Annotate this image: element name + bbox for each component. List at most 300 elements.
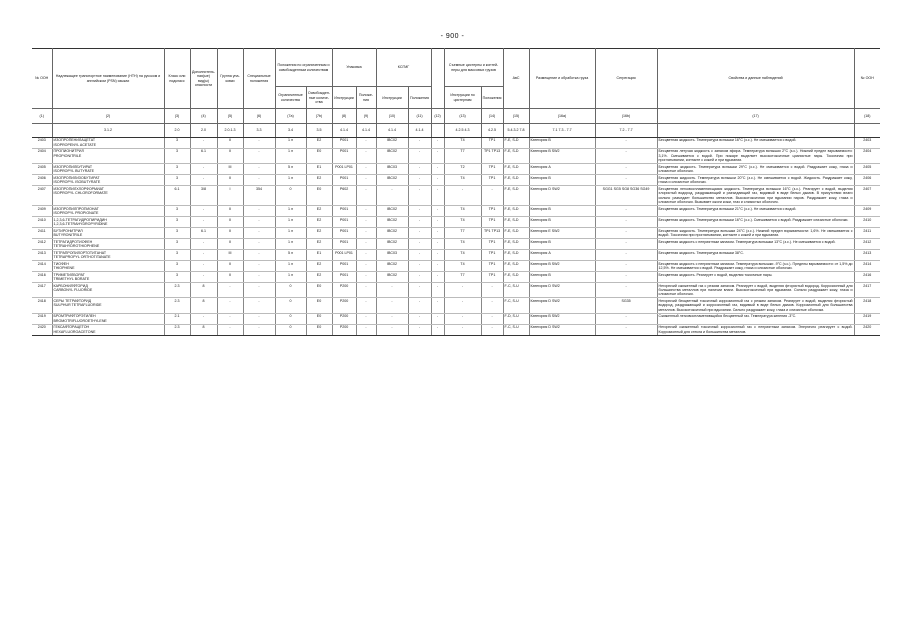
properties-cell: Негорючий бесцветный токсичный коррозионный газ с резким запахом. Реагирует с водой, выделяя фтористый водород, раздражающий и коррозионный газ, видимый в виде белых дымов. Коррозионный для большинства металлов. Высокотоксичный при вдыхании. Сильно раздражает кожу, глаза и слизистые оболочки. xyxy=(658,298,853,312)
header-ibc: КСГМГ xyxy=(376,49,431,87)
un-cell: 2409 xyxy=(32,205,52,216)
column-reference xyxy=(32,123,52,137)
segregation-cell: - xyxy=(595,175,657,186)
column-reference: 4.2.5 xyxy=(481,123,503,137)
name-en: CARBONYL FLUORIDE xyxy=(53,287,93,292)
name-cell xyxy=(52,324,164,335)
un-cell: 2420 xyxy=(32,324,52,335)
tank-instruction-cell: - xyxy=(444,324,481,335)
segregation-cell: - xyxy=(595,137,657,148)
col-12-cell: - xyxy=(431,186,444,206)
un-end-cell: 2409 xyxy=(854,205,880,216)
properties-cell: Бесцветная летучая жидкость с запахом эфира. Температура вспышки 2°C (з.с.). Нижний предел взрываемости: 3,1%. Смешивается с водой. При пожаре выделяет высокотоксичные цианистые пары. Токсичная при проглатывании, контакте с кожей и при вдыхании. xyxy=(658,149,853,163)
name-en: SULPHUR TETRAFLUORIDE xyxy=(53,303,102,308)
table-row xyxy=(32,249,880,260)
special-provisions-cell: - xyxy=(243,164,275,175)
ems-cell: F-E, S-D xyxy=(503,148,529,163)
packing-instruction-cell: P001 xyxy=(332,271,356,282)
table-row xyxy=(32,205,880,216)
name-cell xyxy=(52,216,164,227)
col-12-cell: - xyxy=(431,137,444,148)
table-row xyxy=(32,260,880,271)
tank-provision-cell: - xyxy=(481,298,503,313)
segregation-cell: - xyxy=(595,324,657,335)
un-cell: 2406 xyxy=(32,175,52,186)
ibc-instruction-cell: IBC03 xyxy=(376,249,408,260)
column-number: (2) xyxy=(52,109,164,123)
properties-cell: Бесцветная жидкость. Температура вспышки 24°C (з.с.). Нижний предел взрываемости: 1,6%. Не смешивается с водой. Токсичная при проглатывании, контакте с кожей и при вдыхании. xyxy=(658,228,853,237)
ibc-provision-cell: - xyxy=(408,238,431,249)
packing-instruction-cell: P001 xyxy=(332,175,356,186)
packing-provision-cell: - xyxy=(356,313,376,324)
col-12-cell: - xyxy=(431,260,444,271)
excepted-quantity-cell: E0 xyxy=(306,313,332,324)
column-reference: 7.1 7.3 - 7.7 xyxy=(529,123,595,137)
column-number: (10) xyxy=(376,109,408,123)
packing-instruction-cell: P001 xyxy=(332,227,356,238)
table-row xyxy=(32,298,880,313)
packing-instruction-cell: P001 xyxy=(332,260,356,271)
stowage-cell: Категория B xyxy=(529,205,595,216)
packing-provision-cell: - xyxy=(356,137,376,148)
name-en: TRIMETHYL BORATE xyxy=(53,276,90,281)
packing-provision-cell: - xyxy=(356,271,376,282)
name-ru: ТЕТРАГИДРОТИОФЕН xyxy=(53,239,93,244)
tank-instruction-cell: - xyxy=(444,282,481,297)
name-cell xyxy=(52,148,164,163)
properties-cell: Бесцветная жидкость. Температура вспышки 38°C. xyxy=(657,249,854,260)
col-12-cell: - xyxy=(431,282,444,297)
subsidiary-hazard-cell: 6.1 xyxy=(190,148,217,163)
special-provisions-cell: - xyxy=(243,282,275,297)
name-ru: ПРОПИОНИТРИЛ xyxy=(53,149,84,154)
subsidiary-hazard-cell: 8 xyxy=(190,298,217,313)
header-ibc-instructions: Инструкции xyxy=(376,87,408,109)
dangerous-goods-list-table xyxy=(32,48,880,336)
tank-provision-cell: TP1 xyxy=(481,216,503,227)
special-provisions-cell: - xyxy=(243,175,275,186)
class-cell: 2.3 xyxy=(164,324,190,335)
ibc-instruction-cell: - xyxy=(376,298,408,313)
tank-provision-cell: TP1 TP13 xyxy=(481,148,503,163)
packing-provision-cell: - xyxy=(356,260,376,271)
packing-provision-cell: - xyxy=(356,227,376,238)
packing-provision-cell: - xyxy=(356,282,376,297)
un-cell: 2413 xyxy=(32,249,52,260)
ems-cell: F-E, S-D xyxy=(503,164,529,175)
limited-quantity-cell: 1 л xyxy=(275,148,306,163)
un-end-cell: 2417 xyxy=(854,282,880,297)
column-number: (11) xyxy=(408,109,431,123)
packing-instruction-cell: P001 xyxy=(332,205,356,216)
header-ibc-provisions: Положения xyxy=(408,87,431,109)
packing-instruction-cell: P200 xyxy=(332,313,356,324)
stowage-cell: Категория B SW2 xyxy=(529,313,595,324)
limited-quantity-cell: 5 л xyxy=(275,164,306,175)
name-en: ISOPROPYL CHLOROFORMATE xyxy=(53,191,108,196)
col-12-cell: - xyxy=(431,271,444,282)
header-packing-group: Группа упаковки xyxy=(217,49,243,109)
packing-instruction-cell: P001 xyxy=(332,216,356,227)
ibc-instruction-cell: - xyxy=(376,186,408,206)
excepted-quantity-cell: E1 xyxy=(306,249,332,260)
ems-cell: F-E, S-D xyxy=(503,186,529,206)
properties-cell: Бесцветная легковоспламеняющаяся жидкость. Температура вспышки 16°C (з.с.). Реагирует с водой, выделяя хлористый водород, раздражающий и разъедающий газ, видимый в виде белых дымов. В присутствии влаги сильно разъедает большинство металлов. Высокотоксичная при вдыхании паров. Раздражает кожу, глаза и слизистые оболочки. Вызывает ожоги кожи, глаз и слизистых оболочек. xyxy=(658,186,853,204)
subsidiary-hazard-cell: - xyxy=(190,238,217,249)
packing-group-cell: III xyxy=(217,164,243,175)
special-provisions-cell: - xyxy=(243,137,275,148)
name-en: TETRAHYDROTHIOPHENE xyxy=(53,243,100,248)
name-cell xyxy=(52,186,164,206)
column-number: (9) xyxy=(356,109,376,123)
header-ems: АвС xyxy=(503,49,529,109)
segregation-cell: - xyxy=(595,205,657,216)
name-en: TETRAPROPYL ORTHOTITANATE xyxy=(53,254,111,259)
packing-instruction-cell: P001 LP01 xyxy=(332,249,356,260)
ems-cell: F-E, S-D xyxy=(503,175,529,186)
excepted-quantity-cell: E2 xyxy=(306,205,332,216)
special-provisions-cell: - xyxy=(243,238,275,249)
name-ru: ИЗОПРОПИЛХЛОРФОРМИАТ xyxy=(53,186,104,191)
packing-provision-cell: - xyxy=(356,205,376,216)
stowage-cell: Категория D SW2 xyxy=(529,282,595,297)
tank-instruction-cell: T2 xyxy=(444,164,481,175)
col-12-cell: - xyxy=(431,148,444,163)
tank-instruction-cell: T7 xyxy=(444,148,481,163)
table-row xyxy=(32,227,880,238)
subsidiary-hazard-cell: - xyxy=(190,249,217,260)
table-row xyxy=(32,238,880,249)
special-provisions-cell: - xyxy=(243,148,275,163)
table-row xyxy=(32,282,880,297)
packing-group-cell: - xyxy=(217,282,243,297)
column-number: (7a) xyxy=(275,109,306,123)
ems-cell: F-E, S-D xyxy=(503,238,529,249)
packing-group-cell: II xyxy=(217,216,243,227)
packing-provision-cell: - xyxy=(356,298,376,313)
name-en: ISOPROPYL ISOBUTYRATE xyxy=(53,180,101,185)
name-ru: ТИОФЕН xyxy=(53,261,69,266)
class-cell: 2.3 xyxy=(164,298,190,313)
name-en: ISOPROPYL BUTYRATE xyxy=(53,169,95,174)
column-number: (14) xyxy=(481,109,503,123)
properties-cell: Бесцветная жидкость с неприятным запахом. Температура вспышки 13°C (з.с.). Не смешивается с водой. xyxy=(657,238,854,249)
stowage-cell: Категория A xyxy=(529,164,595,175)
table-row xyxy=(32,324,880,335)
name-ru: КАРБОНИЛФТОРИД xyxy=(53,283,88,288)
un-end-cell: 2404 xyxy=(854,148,880,163)
column-reference: 4.1.4 xyxy=(408,123,431,137)
packing-provision-cell: - xyxy=(356,324,376,335)
packing-group-cell: II xyxy=(217,205,243,216)
ibc-provision-cell: - xyxy=(408,298,431,313)
tank-instruction-cell: - xyxy=(444,298,481,313)
tank-instruction-cell: T7 xyxy=(444,227,481,238)
packing-provision-cell: - xyxy=(356,164,376,175)
ems-cell: F-C, S-U xyxy=(503,324,529,335)
column-number: (17) xyxy=(657,109,854,123)
class-cell: 2.1 xyxy=(164,313,190,324)
properties-cell: Бесцветная жидкость. Температура вспышки 16°C (з.с.). Смешивается с водой. Раздражает слизистые оболочки. xyxy=(657,216,854,227)
packing-group-cell: I xyxy=(217,186,243,206)
excepted-quantity-cell: E0 xyxy=(306,298,332,313)
packing-instruction-cell: P001 xyxy=(332,238,356,249)
column-reference: 4.2.5 4.3 xyxy=(444,123,481,137)
ibc-instruction-cell: - xyxy=(376,313,408,324)
name-cell xyxy=(52,271,164,282)
ibc-provision-cell: - xyxy=(408,260,431,271)
special-provisions-cell: - xyxy=(243,205,275,216)
tank-provision-cell: TP1 xyxy=(481,175,503,186)
table-row xyxy=(32,271,880,282)
ibc-provision-cell: - xyxy=(408,313,431,324)
subsidiary-hazard-cell: - xyxy=(190,260,217,271)
col-12-cell: - xyxy=(431,164,444,175)
stowage-cell: Категория B xyxy=(529,271,595,282)
ems-cell: F-C, S-U xyxy=(503,282,529,297)
name-ru: ТЕТРАПРОПИЛОРТОТИТАНАТ xyxy=(53,250,107,255)
un-cell: 2407 xyxy=(32,186,52,206)
name-cell xyxy=(52,164,164,175)
packing-provision-cell: - xyxy=(356,175,376,186)
name-cell xyxy=(52,238,164,249)
subsidiary-hazard-cell: 8 xyxy=(190,282,217,297)
col-12-cell: - xyxy=(431,298,444,313)
limited-quantity-cell: 1 л xyxy=(275,137,306,148)
tank-instruction-cell: T4 xyxy=(444,238,481,249)
col-12-cell: - xyxy=(431,313,444,324)
packing-group-cell: - xyxy=(217,324,243,335)
excepted-quantity-cell: E2 xyxy=(306,216,332,227)
header-limited-excepted: Положения по ограниченным и освобожденным количествам xyxy=(275,49,332,87)
stowage-cell: Категория D SW2 xyxy=(529,324,595,335)
packing-group-cell: II xyxy=(217,137,243,148)
name-ru: ИЗОПРОПИЛБУТИРАТ xyxy=(53,164,93,169)
name-cell xyxy=(52,313,164,324)
limited-quantity-cell: 0 xyxy=(275,324,306,335)
header-un-end: № ООН xyxy=(854,49,880,109)
excepted-quantity-cell: E0 xyxy=(306,282,332,297)
properties-cell: Бесцветная жидкость. Температура вспышки 20°C (з.с.). Не смешивается с водой. Жидкость. Раздражает кожу, глаза и слизистые оболочки. xyxy=(658,175,853,185)
packing-group-cell: II xyxy=(217,238,243,249)
header-excepted-quantities: Освобожденные количества xyxy=(306,87,332,109)
excepted-quantity-cell: E0 xyxy=(306,324,332,335)
stowage-cell: Категория B xyxy=(529,137,595,148)
table-row xyxy=(32,175,880,186)
name-en: THIOPHENE xyxy=(53,265,75,270)
subsidiary-hazard-cell: - xyxy=(190,205,217,216)
un-end-cell: 2406 xyxy=(854,175,880,186)
ibc-provision-cell: - xyxy=(408,205,431,216)
stowage-cell: Категория A xyxy=(529,249,595,260)
ibc-provision-cell: - xyxy=(408,282,431,297)
header-stowage: Размещение и обработка груза xyxy=(529,49,595,109)
name-en: BROMOTRIFLUOROETHYLENE xyxy=(53,318,107,323)
class-cell: 3 xyxy=(164,260,190,271)
ibc-instruction-cell: IBC02 xyxy=(376,260,408,271)
packing-provision-cell: - xyxy=(356,148,376,163)
un-end-cell: 2403 xyxy=(854,137,880,148)
properties-cell: Негорючий сжиженный токсичный коррозионный газ с неприятным запахом. Энергично реагирует с водой. Коррозионный для стекла и большинства металлов. xyxy=(658,325,853,334)
excepted-quantity-cell: E0 xyxy=(306,186,332,206)
ibc-instruction-cell: IBC02 xyxy=(376,137,408,148)
name-ru: ИЗОПРОПЕНИЛАЦЕТАТ xyxy=(53,138,96,143)
un-end-cell: 2407 xyxy=(854,186,880,206)
name-ru: СЕРЫ ТЕТРАФТОРИД xyxy=(53,298,92,303)
column-reference: 2.0 xyxy=(190,123,217,137)
col-12-cell: - xyxy=(431,175,444,186)
header-un: № ООН xyxy=(32,49,52,109)
un-cell: 2414 xyxy=(32,260,52,271)
un-cell: 2403 xyxy=(32,137,52,148)
ibc-instruction-cell: IBC02 xyxy=(376,175,408,186)
special-provisions-cell: - xyxy=(243,249,275,260)
segregation-cell: - xyxy=(595,164,657,175)
un-end-cell: 2420 xyxy=(854,324,880,335)
limited-quantity-cell: 0 xyxy=(275,186,306,206)
ibc-instruction-cell: - xyxy=(376,282,408,297)
un-cell: 2418 xyxy=(32,298,52,313)
column-number: (3) xyxy=(164,109,190,123)
column-number: (7b) xyxy=(306,109,332,123)
limited-quantity-cell: 1 л xyxy=(275,216,306,227)
stowage-cell: Категория B xyxy=(529,216,595,227)
column-number: (16b) xyxy=(595,109,657,123)
tank-instruction-cell: T4 xyxy=(444,205,481,216)
name-ru: БУТИРОНИТРИЛ xyxy=(53,228,83,233)
packing-instruction-cell: P200 xyxy=(332,324,356,335)
un-cell: 2416 xyxy=(32,271,52,282)
tank-instruction-cell: T4 xyxy=(444,260,481,271)
name-cell xyxy=(52,137,164,148)
segregation-cell: - xyxy=(595,227,657,238)
un-end-cell: 2416 xyxy=(854,271,880,282)
tank-instruction-cell: T4 xyxy=(444,216,481,227)
packing-instruction-cell: P001 xyxy=(332,148,356,163)
ibc-provision-cell: - xyxy=(408,186,431,206)
class-cell: 3 xyxy=(164,164,190,175)
header-packing-instructions: Инструкции xyxy=(332,87,356,109)
segregation-cell: - xyxy=(595,313,657,324)
tank-provision-cell: TP1 TP13 xyxy=(481,227,503,238)
table-row xyxy=(32,148,880,163)
ibc-instruction-cell: IBC02 xyxy=(376,205,408,216)
class-cell: 2.3 xyxy=(164,282,190,297)
packing-group-cell: - xyxy=(217,313,243,324)
excepted-quantity-cell: E2 xyxy=(306,137,332,148)
packing-instruction-cell: P001 LP01 xyxy=(332,164,356,175)
class-cell: 6.1 xyxy=(164,186,190,206)
column-number: (16a) xyxy=(529,109,595,123)
column-number: (13) xyxy=(444,109,481,123)
un-end-cell: 2410 xyxy=(854,216,880,227)
ibc-provision-cell: - xyxy=(408,137,431,148)
un-end-cell: 2413 xyxy=(854,249,880,260)
name-en: ISOPROPENYL ACETATE xyxy=(53,142,96,147)
tank-provision-cell: TP1 xyxy=(481,238,503,249)
subsidiary-hazard-cell: 6.1 xyxy=(190,227,217,238)
name-en: BUTYRONITRILE xyxy=(53,232,83,237)
properties-cell: Негорючий сжиженный газ с резким запахом. Реагирует с водой, выделяя фтористый водород. Коррозионный для большинства металлов при наличии влаги. Высокотоксичный при вдыхании. Сильно раздражает кожу, глаза и слизистые оболочки. xyxy=(658,283,853,297)
special-provisions-cell: 354 xyxy=(243,186,275,206)
excepted-quantity-cell: E1 xyxy=(306,164,332,175)
un-cell: 2419 xyxy=(32,313,52,324)
properties-cell: Бесцветная жидкость с неприятным запахом. Температура вспышки -9°C (з.с.). Пределы взрываемости: от 1,5% до 12,5%. Не смешивается с водой. Раздражает кожу, глаза и слизистые оболочки. xyxy=(658,261,853,270)
table-row xyxy=(32,164,880,175)
tank-instruction-cell: T4 xyxy=(444,137,481,148)
col-12-cell: - xyxy=(431,238,444,249)
ems-cell: F-E, S-D xyxy=(503,249,529,260)
ems-cell: F-E, S-D xyxy=(503,216,529,227)
excepted-quantity-cell: E2 xyxy=(306,238,332,249)
column-reference xyxy=(657,123,854,137)
name-ru: ГЕКСАФТОРАЦЕТОН xyxy=(53,325,90,330)
ibc-provision-cell: - xyxy=(408,227,431,238)
properties-cell: Бесцветная жидкость. Температура вспышки 16°C (з.с.). Не смешивается с водой. xyxy=(657,137,854,148)
column-number: (4) xyxy=(190,109,217,123)
header-col-12 xyxy=(431,49,444,109)
stowage-cell: Категория D SW2 xyxy=(529,186,595,206)
tank-provision-cell: TP1 xyxy=(481,205,503,216)
excepted-quantity-cell: E0 xyxy=(306,148,332,163)
column-reference: 7.2 - 7.7 xyxy=(595,123,657,137)
header-subsidiary-hazard: Дополнительная(ые) вид(ы) опасности xyxy=(190,49,217,109)
special-provisions-cell: - xyxy=(243,216,275,227)
segregation-cell: - xyxy=(595,260,657,271)
packing-group-cell: III xyxy=(217,249,243,260)
tank-provision-cell: TP1 xyxy=(481,260,503,271)
tank-provision-cell: - xyxy=(481,186,503,206)
limited-quantity-cell: 0 xyxy=(275,282,306,297)
subsidiary-hazard-cell: 8 xyxy=(190,324,217,335)
limited-quantity-cell: 1 л xyxy=(275,205,306,216)
ems-cell: F-E, S-D xyxy=(503,205,529,216)
stowage-cell: Категория B xyxy=(529,238,595,249)
page-number: - 900 - xyxy=(440,33,465,40)
ibc-instruction-cell: IBC03 xyxy=(376,164,408,175)
excepted-quantity-cell: E2 xyxy=(306,260,332,271)
col-12-cell: - xyxy=(431,324,444,335)
excepted-quantity-cell: E2 xyxy=(306,175,332,186)
name-cell xyxy=(52,227,164,238)
packing-instruction-cell: P200 xyxy=(332,298,356,313)
segregation-cell: SG35 xyxy=(595,298,657,313)
name-en: PROPIONITRILE xyxy=(53,153,82,158)
tank-provision-cell: TP1 xyxy=(481,249,503,260)
excepted-quantity-cell: E2 xyxy=(306,227,332,238)
ibc-provision-cell: - xyxy=(408,216,431,227)
class-cell: 3 xyxy=(164,249,190,260)
header-portable-tanks: Съемные цистерны и контейнеры для массовых грузов xyxy=(444,49,503,87)
packing-instruction-cell: P602 xyxy=(332,186,356,206)
column-reference xyxy=(431,123,444,137)
packing-provision-cell: - xyxy=(356,249,376,260)
packing-provision-cell: - xyxy=(356,238,376,249)
ems-cell: F-E, S-D xyxy=(503,260,529,271)
name-cell xyxy=(52,249,164,260)
ibc-provision-cell: - xyxy=(408,148,431,163)
segregation-cell: - xyxy=(595,216,657,227)
special-provisions-cell: - xyxy=(243,260,275,271)
ibc-provision-cell: - xyxy=(408,324,431,335)
ibc-provision-cell: - xyxy=(408,164,431,175)
stowage-cell: Категория B SW2 xyxy=(529,260,595,271)
tank-provision-cell: - xyxy=(481,282,503,297)
header-limited-quantities: Ограниченные количества xyxy=(275,87,306,109)
tank-provision-cell: TP1 xyxy=(481,137,503,148)
packing-instruction-cell: P200 xyxy=(332,282,356,297)
name-ru: 1,2,3,6-ТЕТРАГИДРОПИРИДИН xyxy=(53,217,107,222)
